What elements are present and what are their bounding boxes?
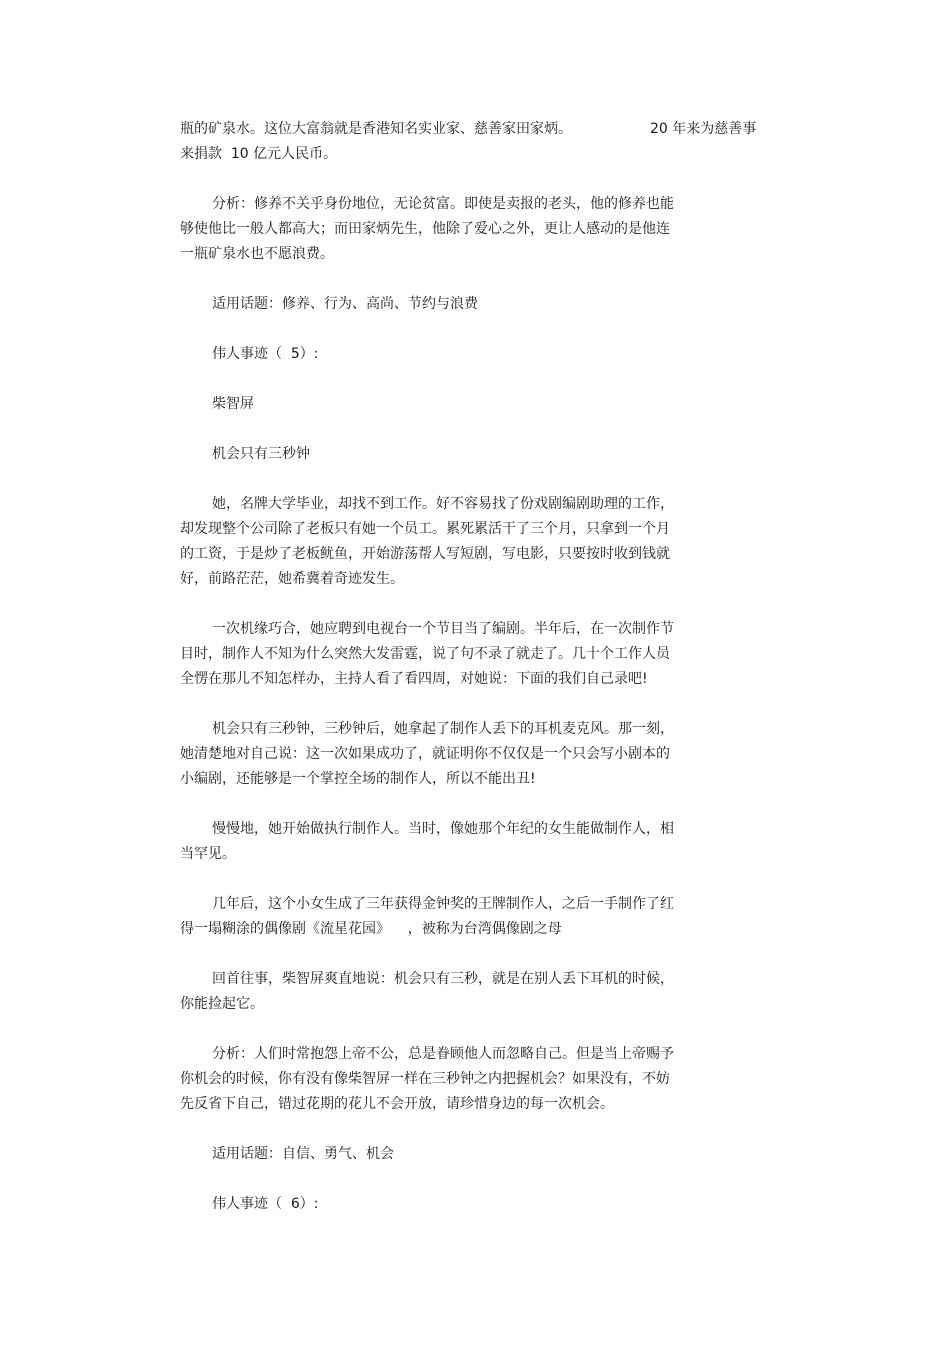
- topic-line: 适用话题：自信、勇气、机会: [212, 1146, 394, 1162]
- paragraph-line: 她清楚地对自己说：这一次如果成功了，就证明你不仅仅是一个只会写小剧本的: [180, 746, 670, 762]
- paragraph-line: 分析：人们时常抱怨上帝不公，总是眷顾他人而忽略自己。但是当上帝赐予: [212, 1046, 674, 1062]
- story-title: 机会只有三秒钟: [212, 446, 310, 462]
- paragraph-line: 机会只有三秒钟，三秒钟后，她拿起了制作人丢下的耳机麦克风。那一刻，: [212, 721, 674, 737]
- section-heading: 伟人事迹（ 5）:: [212, 346, 319, 362]
- paragraph-line: 先反省下自己，错过花期的花儿不会开放，请珍惜身边的每一次机会。: [180, 1096, 614, 1112]
- paragraph-line: 的工资，于是炒了老板鱿鱼，开始游荡帮人写短剧，写电影，只要按时收到钱就: [180, 546, 670, 562]
- paragraph-line: 得一塌糊涂的偶像剧《流星花园》 ，被称为台湾偶像剧之母: [180, 921, 562, 937]
- paragraph-line: 来捐款 10 亿元人民币。: [180, 146, 338, 162]
- paragraph-line: 全愣在那儿不知怎样办，主持人看了看四周，对她说：下面的我们自己录吧!: [180, 671, 648, 687]
- paragraph-line: 她，名牌大学毕业，却找不到工作。好不容易找了份戏剧编剧助理的工作，: [212, 496, 674, 512]
- paragraph-line: 好，前路茫茫，她希冀着奇迹发生。: [180, 571, 404, 587]
- paragraph-line: 够使他比一般人都高大；而田家炳先生，他除了爱心之外，更让人感动的是他连: [180, 221, 670, 237]
- person-name: 柴智屏: [212, 396, 254, 412]
- section-heading: 伟人事迹（ 6）:: [212, 1196, 319, 1212]
- paragraph-line: 一次机缘巧合，她应聘到电视台一个节目当了编剧。半年后，在一次制作节: [212, 621, 674, 637]
- paragraph-line: 一瓶矿泉水也不愿浪费。: [180, 246, 334, 262]
- paragraph-line: 你能捡起它。: [180, 996, 264, 1012]
- paragraph-line: 你机会的时候，你有没有像柴智屏一样在三秒钟之内把握机会？如果没有，不妨: [180, 1071, 670, 1087]
- paragraph-line: 慢慢地，她开始做执行制作人。当时，像她那个年纪的女生能做制作人，相: [212, 821, 674, 837]
- paragraph-line: 当罕见。: [180, 846, 236, 862]
- paragraph-line: 目时，制作人不知为什么突然大发雷霆，说了句不录了就走了。几十个工作人员: [180, 646, 670, 662]
- paragraph-line: 却发现整个公司除了老板只有她一个员工。累死累活干了三个月，只拿到一个月: [180, 521, 670, 537]
- topic-line: 适用话题：修养、行为、高尚、节约与浪费: [212, 296, 478, 312]
- paragraph-line-tail: 20 年来为慈善事: [650, 121, 757, 137]
- paragraph-line: 几年后，这个小女生成了三年获得金钟奖的王牌制作人，之后一手制作了红: [212, 896, 674, 912]
- paragraph-line: 回首往事，柴智屏爽直地说：机会只有三秒，就是在别人丢下耳机的时候，: [212, 971, 674, 987]
- paragraph-line: 瓶的矿泉水。这位大富翁就是香港知名实业家、慈善家田家炳。: [180, 121, 572, 137]
- paragraph-line: 分析：修养不关乎身份地位，无论贫富。即使是卖报的老头，他的修养也能: [212, 196, 674, 212]
- paragraph-line: 小编剧，还能够是一个掌控全场的制作人，所以不能出丑!: [180, 771, 536, 787]
